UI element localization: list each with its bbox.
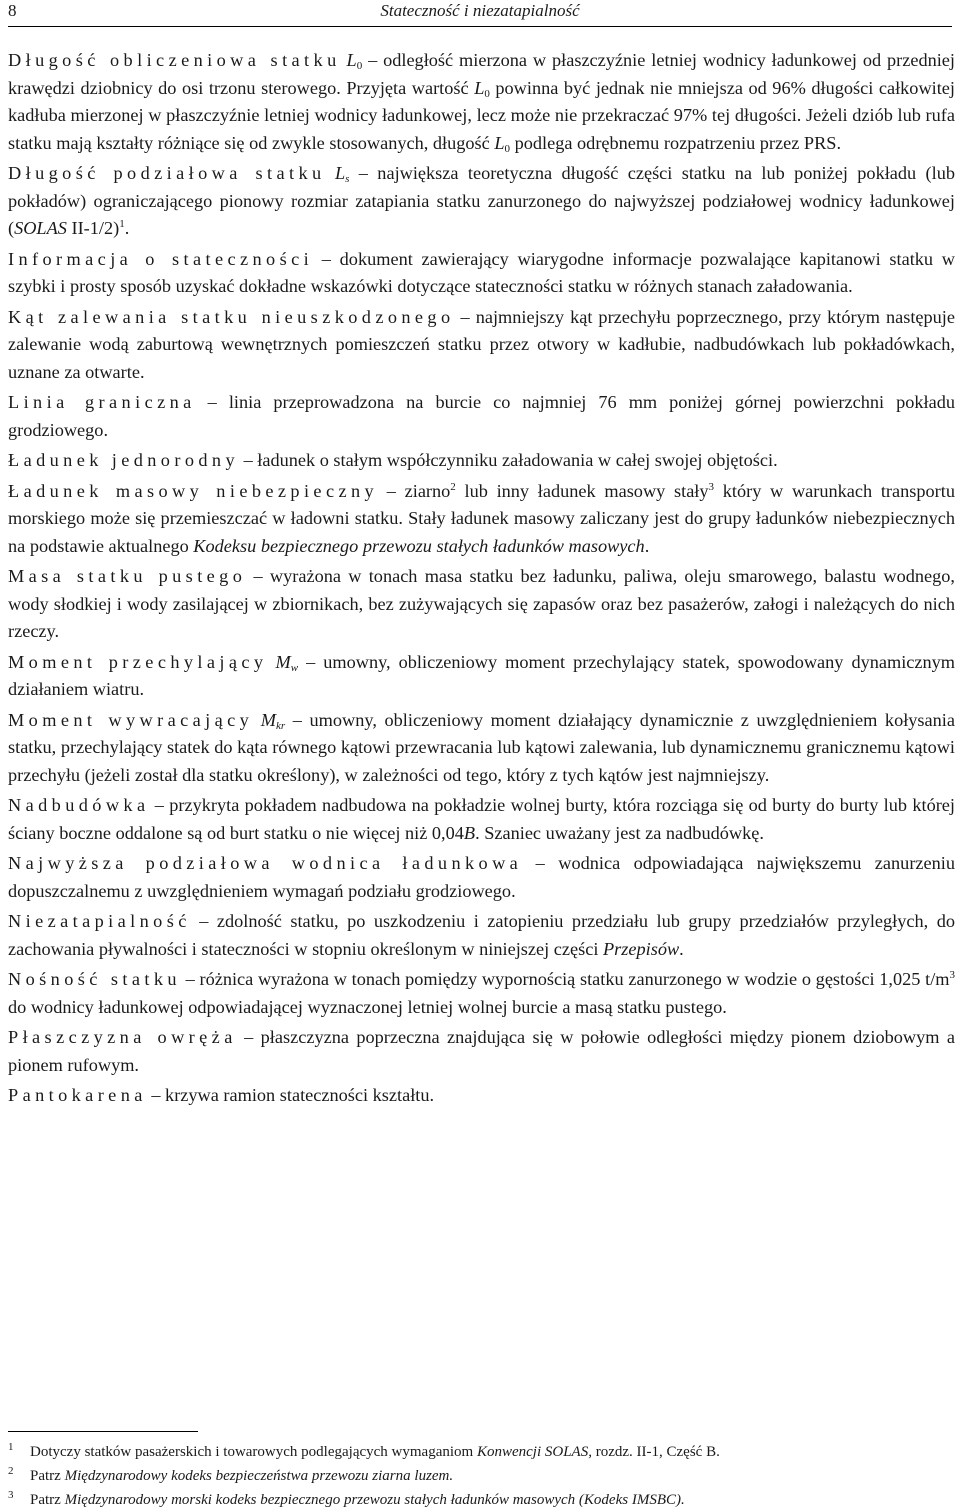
definition-term: Masa statku pustego <box>8 566 247 586</box>
italic-symbol: B <box>463 822 476 843</box>
footnote-italic: Konwencji SOLAS, <box>476 1444 592 1460</box>
definition-text: – linia przeprowadzona na burcie co najmniej 76 mm poniżej górnej powierzchni pokładu grodziowego. <box>8 392 955 440</box>
page-number: 8 <box>8 1 17 20</box>
definition-term: Kąt zalewania statku nieuszkodzonego <box>8 306 455 327</box>
definitions-body <box>8 47 955 1113</box>
definition-term: Linia graniczna <box>8 392 196 412</box>
definition-text: lub inny ładunek masowy stały <box>455 480 709 501</box>
definition-text: – krzywa ramion stateczności kształtu. <box>146 1085 435 1105</box>
footnote-text: Patrz <box>30 1492 65 1508</box>
definition-text: – zdolność statku, po uszkodzeniu i zatopieniu przedziału lub grupy przedziałów przyległych, do zachowania pływalności i stateczności w stopniu określonym w niniejszej części <box>8 911 955 959</box>
definition-term: Niezatapialność <box>8 911 191 931</box>
page-header <box>8 0 952 27</box>
definition-masa-statku-pustego <box>8 563 955 646</box>
definition-text: powinna być jednak nie mniejsza od 96% długości całkowitej kadłuba mierzonej w płaszczyźnie letniej wodnicy ładunkowej, lecz może nie przekraczać 97% tej długości. Jeżeli dziób lub rufa statku mają kształty różniące się od zwykle stosowanych, długość <box>8 77 955 153</box>
symbol: L <box>346 50 357 70</box>
definition-dlugosc-podzialowa <box>8 160 955 243</box>
definition-term: Ładunek masowy niebezpieczny <box>8 480 379 501</box>
definition-najwyzsza-podzialowa-wodnica <box>8 850 955 905</box>
definition-term: Moment wywracający <box>8 709 254 730</box>
symbol-subscript: w <box>290 661 299 674</box>
footnote-1 <box>8 1440 948 1464</box>
definition-dlugosc-obliczeniowa <box>8 47 955 157</box>
definition-text: – umowny, obliczeniowy moment przechylający statek, spowodowany dynamicznym działaniem wiatru. <box>8 651 956 699</box>
symbol: L <box>494 132 505 153</box>
definition-text: – odległość mierzona w płaszczyźnie letniej wodnicy ładunkowej od przedniej krawędzi dziobnicy do osi trzonu sterowego. Przyjęta wartość <box>8 50 956 98</box>
footnote-divider <box>8 1431 198 1432</box>
footnote-text: rozdz. II-1, Część B. <box>591 1444 720 1460</box>
definition-text: do wodnicy ładunkowej odpowiadającej wyznaczonej letniej wolnej burcie a masą statku pustego. <box>8 996 727 1017</box>
definition-text: . <box>124 218 130 238</box>
definition-text: – umowny, obliczeniowy moment działający dynamicznie z uwzględnieniem kołysania statku, przechylający statek do kąta równego kątowi przewracania lub kątowi zalewania, lub dynamicznemu granicznemu kątowi przechyłu (jeżeli został dla statku określony), w zależności od tego, który z tych kątów jest najmniejszy. <box>8 709 955 785</box>
symbol: L <box>474 77 485 98</box>
definition-ladunek-jednorodny <box>8 447 955 475</box>
footnotes <box>8 1440 948 1512</box>
definition-term: Długość obliczeniowa statku <box>8 50 341 70</box>
definition-text: podlega odrębnemu rozpatrzeniu przez PRS. <box>510 132 842 153</box>
definition-term: Nośność statku <box>8 969 181 989</box>
symbol-subscript: 0 <box>484 87 490 100</box>
definition-linia-graniczna <box>8 389 955 444</box>
symbol-subscript: s <box>345 173 350 185</box>
symbol: M <box>260 709 277 730</box>
footnote-italic: Międzynarodowy kodeks bezpieczeństwa przewozu ziarna luzem. <box>64 1468 454 1484</box>
definition-kat-zalewania <box>8 304 955 387</box>
footnote-ref[interactable]: 3 <box>708 480 715 493</box>
footnote-text: Patrz <box>30 1468 65 1484</box>
definition-plaszczyzna-owreza <box>8 1024 955 1079</box>
definition-text: – najmniejszy kąt przechyłu poprzecznego, przy którym następuje zalewanie wodą zaburtową wewnętrznych pomieszczeń statku przez otwory w kadłubie, nadbudówkach lub pokładówkach, uznane za otwarte. <box>8 306 955 382</box>
definition-term: Długość podziałowa statku <box>8 163 326 183</box>
footnote-text: Dotyczy statków pasażerskich i towarowych podlegających wymaganiom <box>30 1444 477 1460</box>
definition-text: – dokument zawierający wiarygodne informacje pozwalające kapitanowi statku w szybki i prosty sposób uzyskać dokładne wskazówki dotyczące stateczności statku w różnych stanach załadowania. <box>8 248 955 296</box>
definition-ladunek-masowy-niebezpieczny <box>8 478 955 561</box>
definition-moment-wywracajacy <box>8 707 955 790</box>
definition-text: – płaszczyzna poprzeczna znajdująca się w połowie odległości między pionem dziobowym a pionem rufowym. <box>8 1027 956 1075</box>
definition-text: – ziarno <box>378 480 451 501</box>
definition-text: . Szaniec uważany jest za nadbudówkę. <box>475 822 764 843</box>
symbol-subscript: 0 <box>356 60 363 72</box>
definition-text: – przykryta pokładem nadbudowa na pokładzie wolnej burty, która rozciąga się od burty do burty lub której ściany boczne oddalone są od burt statku o nie więcej niż 0,04 <box>8 795 955 843</box>
definition-term: Informacja o stateczności <box>8 248 314 269</box>
footnote-number: 1 <box>8 1441 14 1453</box>
definition-text: – różnica wyrażona w tonach pomiędzy wypornością statku zanurzonego w wodzie o gęstości 1,025 t/m <box>180 969 950 989</box>
definition-text: – największa teoretyczna długość części statku na lub poniżej pokładu (lub pokładów) ograniczającego pionowy rozmiar zatapiania statku zanurzonego do najwyższej podziałowej wodnicy ładunkowej ( <box>8 163 955 238</box>
definition-informacja-o-statecznosci <box>8 246 955 301</box>
definition-text: – wyrażona w tonach masa statku bez ładunku, paliwa, oleju smarowego, balastu wodnego, wody słodkiej i wody zasilającej w zbiornikach, bez zużywających się zapasów oraz bez pasażerów, załogi i należących do nich rzeczy. <box>8 566 955 641</box>
footnote-number: 3 <box>8 1489 14 1501</box>
definition-text: – ładunek o stałym współczynniku załadowania w całej swojej objętości. <box>239 450 778 470</box>
definition-term: Moment przechylający <box>8 651 268 672</box>
definition-pantokarena <box>8 1082 955 1110</box>
symbol-subscript: kr <box>276 719 286 732</box>
definition-nosnosc-statku <box>8 966 955 1021</box>
definition-term: Płaszczyzna owręża <box>8 1027 237 1047</box>
footnote-ref[interactable]: 1 <box>119 218 125 230</box>
footnote-2 <box>8 1464 948 1488</box>
definition-term: Ładunek jednorodny <box>8 450 239 470</box>
running-head-title: Stateczność i niezatapialność <box>380 1 580 20</box>
superscript: 3 <box>949 969 955 981</box>
definition-text: . <box>679 938 684 959</box>
definition-niezatapialnosc <box>8 908 955 963</box>
definition-text: – wodnica odpowiadająca największemu zanurzeniu dopuszczalnemu z uwzględnieniem wymagań podziału grodziowego. <box>8 853 955 901</box>
symbol-subscript: 0 <box>504 142 511 155</box>
definition-term: Pantokarena <box>8 1085 147 1105</box>
definition-moment-przechylajacy <box>8 649 955 704</box>
definition-text: . <box>644 535 650 556</box>
definition-nadbudowka <box>8 792 955 847</box>
definition-text: II-1/2) <box>66 218 120 238</box>
footnote-3 <box>8 1488 948 1512</box>
footnote-number: 2 <box>8 1465 14 1477</box>
italic-reference: Kodeksu bezpiecznego przewozu stałych ładunków masowych <box>193 535 645 556</box>
definition-text: który w warunkach transportu morskiego może się przemieszczać w ładowni statku. Stały ładunek masowy zaliczany jest do grupy ładunków niebezpiecznych na podstawie aktualnego <box>8 480 955 556</box>
italic-reference: Przepisów <box>602 938 680 959</box>
definition-term: Najwyższa podziałowa wodnica ładunkowa <box>8 853 523 873</box>
footnote-ref[interactable]: 2 <box>450 480 456 493</box>
symbol: M <box>275 651 291 672</box>
italic-reference: SOLAS <box>14 218 67 238</box>
definition-term: Nadbudówka <box>8 795 150 815</box>
footnote-italic: Międzynarodowy morski kodeks bezpiecznego przewozu stałych ładunków masowych (Kodeks IMSBC). <box>64 1492 685 1508</box>
symbol: L <box>334 163 346 183</box>
